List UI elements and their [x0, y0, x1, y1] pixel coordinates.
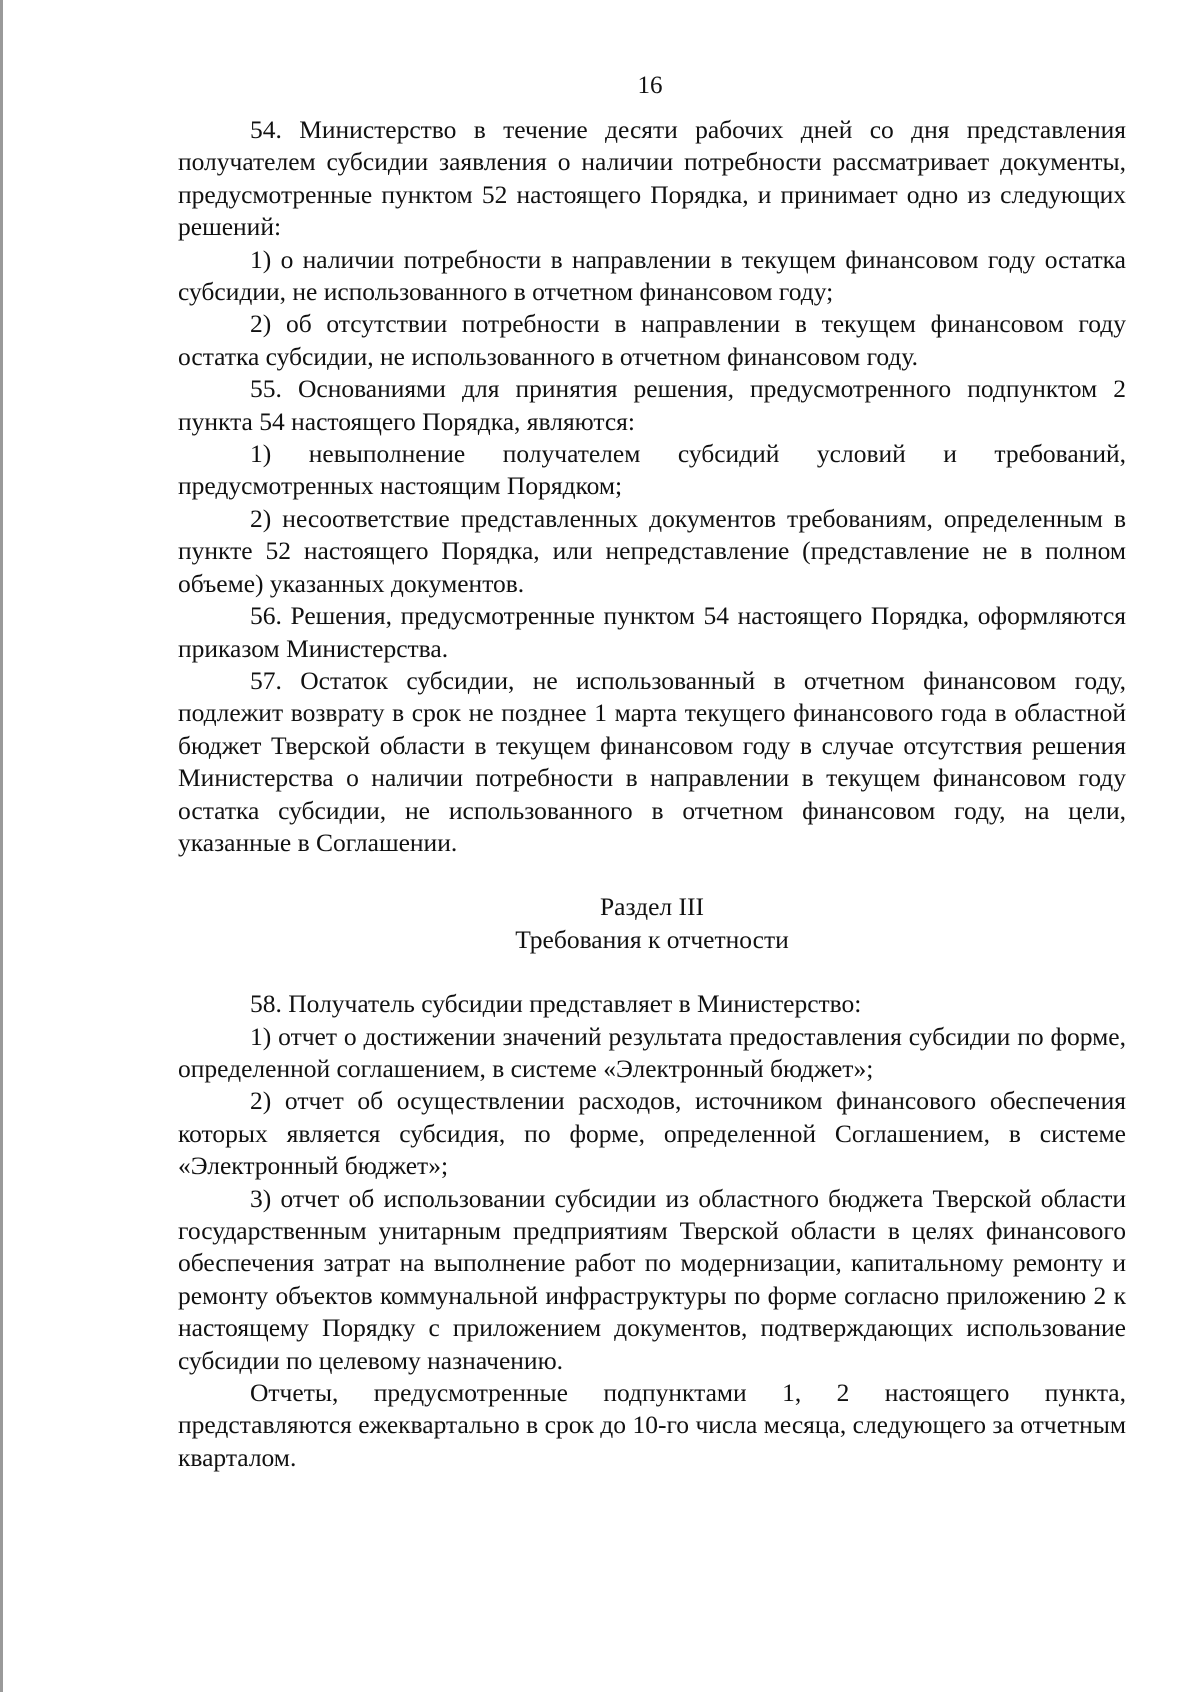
paragraph-55-item-2: 2) несоответствие представленных документов требованиям, определенным в пункте 52 настоящего Порядка, или непредставление (представление не в полном объеме) указанных документов. — [178, 503, 1126, 598]
paragraph-reports-deadline: Отчеты, предусмотренные подпунктами 1, 2 настоящего пункта, представляются ежеквартально в срок до 10-го числа месяца, следующего за отчетным кварталом. — [178, 1378, 1126, 1472]
paragraph-54-item-1: 1) о наличии потребности в направлении в текущем финансовом году остатка субсидии, не использованного в отчетном финансовом году; — [178, 244, 1126, 307]
paragraph-58-item-1: 1) отчет о достижении значений результата предоставления субсидии по форме, определенной соглашением, в системе «Электронный бюджет»; — [178, 1021, 1126, 1083]
section-title: Требования к отчетности — [515, 924, 789, 954]
section-heading — [178, 891, 1126, 956]
paragraph-58-item-2: 2) отчет об осуществлении расходов, источником финансового обеспечения которых является субсидия, по форме, определенной Соглашением, в системе «Электронный бюджет»; — [178, 1086, 1126, 1181]
scan-left-edge — [0, 0, 3, 1692]
paragraph-58: 58. Получатель субсидии представляет в Министерство: — [250, 989, 862, 1019]
paragraph-54: 54. Министерство в течение десяти рабочих дней со дня представления получателем субсидии заявления о наличии потребности рассматривает документы, предусмотренные пунктом 52 настоящего Порядка, и принимает одно из следующих решений: — [178, 115, 1126, 242]
paragraph-55-item-1: 1) невыполнение получателем субсидий условий и требований, предусмотренных настоящим Порядком; — [178, 439, 1126, 501]
document-body — [178, 114, 1126, 1474]
paragraph-57: 57. Остаток субсидии, не использованный в отчетном финансовом году, подлежит возврату в срок не позднее 1 марта текущего финансового года в областной бюджет Тверской области в текущем финансовом году в случае отсутствия решения Министерства о наличии потребности в направлении в текущем финансовом году остатка субсидии, не использованного в отчетном финансовом году, на цели, указанные в Соглашении. — [178, 665, 1126, 857]
page-number: 16 — [637, 72, 663, 99]
paragraph-54-item-2: 2) об отсутствии потребности в направлении в текущем финансовом году остатка субсидии, не использованного в отчетном финансовом году. — [178, 309, 1126, 371]
paragraph-55: 55. Основаниями для принятия решения, предусмотренного подпунктом 2 пункта 54 настоящего Порядка, являются: — [178, 374, 1126, 436]
paragraph-56: 56. Решения, предусмотренные пунктом 54 настоящего Порядка, оформляются приказом Министерства. — [178, 601, 1126, 663]
section-label: Раздел III — [600, 892, 704, 922]
paragraph-58-item-3: 3) отчет об использовании субсидии из областного бюджета Тверской области государственным унитарным предприятиям Тверской области в целях финансового обеспечения затрат на выполнение работ по модернизации, капитальному ремонту и ремонту объектов коммунальной инфраструктуры по форме согласно приложению 2 к настоящему Порядку с приложением документов, подтверждающих использование субсидии по целевому назначению. — [178, 1183, 1126, 1375]
